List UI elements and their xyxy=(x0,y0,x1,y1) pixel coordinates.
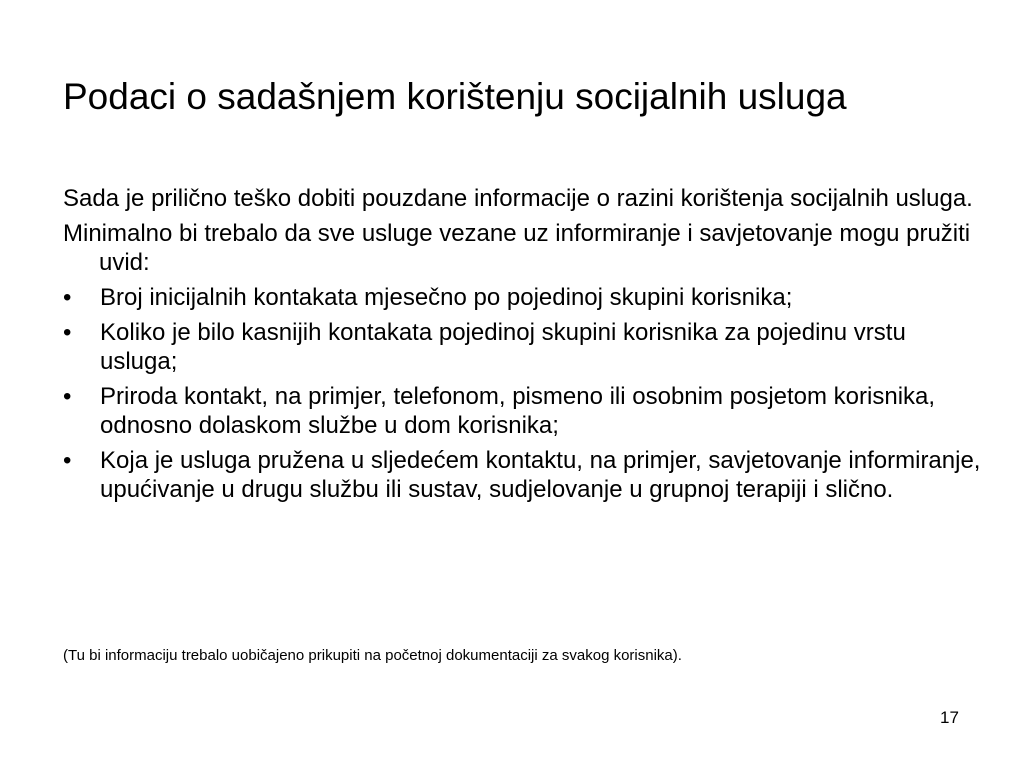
bullet-item xyxy=(63,318,983,376)
bullet-item xyxy=(63,382,983,440)
bullet-icon: • xyxy=(63,383,72,410)
bullet-text: Koliko je bilo kasnijih kontakata pojedinoj skupini korisnika za pojedinu vrstu usluga; xyxy=(100,319,906,375)
bullet-text: Broj inicijalnih kontakata mjesečno po pojedinoj skupini korisnika; xyxy=(100,284,793,311)
bullet-item xyxy=(63,446,983,504)
bullet-icon: • xyxy=(63,284,72,311)
bullet-text: Koja je usluga pružena u sljedećem kontaktu, na primjer, savjetovanje informiranje, upućivanje u drugu službu ili sustav, sudjelovanje u grupnoj terapiji i slično. xyxy=(100,447,981,503)
page-number: 17 xyxy=(940,708,959,727)
slide-body xyxy=(63,184,983,510)
slide-title: Podaci o sadašnjem korištenju socijalnih usluga xyxy=(63,76,847,117)
bullet-icon: • xyxy=(63,447,72,474)
bullet-icon: • xyxy=(63,319,72,346)
bullet-item xyxy=(63,283,983,312)
bullet-text: Priroda kontakt, na primjer, telefonom, pismeno ili osobnim posjetom korisnika, odnosno dolaskom službe u dom korisnika; xyxy=(100,383,936,439)
bullet-list xyxy=(63,283,983,504)
footnote: (Tu bi informaciju trebalo uobičajeno prikupiti na početnoj dokumentaciji za svakog korisnika). xyxy=(63,647,682,664)
body-paragraph: Sada je prilično teško dobiti pouzdane informacije o razini korištenja socijalnih usluga. xyxy=(63,185,973,212)
body-paragraph: Minimalno bi trebalo da sve usluge vezane uz informiranje i savjetovanje mogu pružiti uvid: xyxy=(63,220,971,276)
